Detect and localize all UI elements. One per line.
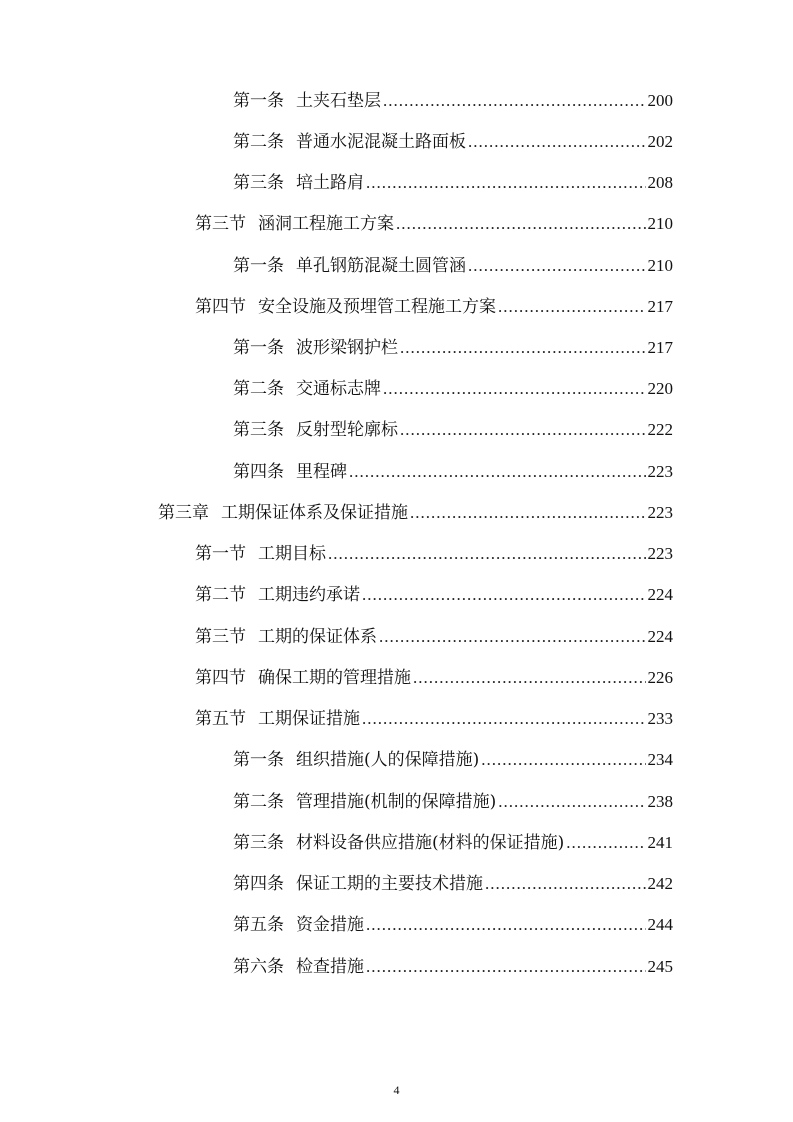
entry-title: 检查措施 [296, 957, 364, 977]
entry-title: 反射型轮廓标 [296, 420, 398, 440]
entry-page-number: 202 [647, 132, 673, 151]
dot-leader [485, 873, 646, 895]
dot-leader [468, 131, 646, 153]
entry-label: 第三条 [233, 420, 284, 440]
toc-entry[interactable] [233, 832, 673, 854]
dot-leader [468, 255, 646, 277]
dot-leader [383, 378, 646, 400]
entry-label: 第二条 [233, 379, 284, 399]
entry-page-number: 244 [647, 915, 673, 934]
toc-entry[interactable] [195, 213, 673, 235]
toc-entry[interactable] [233, 461, 673, 483]
entry-page-number: 223 [647, 503, 673, 522]
entry-label: 第一条 [233, 750, 284, 770]
entry-label: 第四条 [233, 874, 284, 894]
toc-entry[interactable] [195, 667, 673, 689]
toc-entry[interactable] [233, 90, 673, 112]
toc-entry[interactable] [233, 791, 673, 813]
entry-title: 交通标志牌 [296, 379, 381, 399]
entry-label: 第四条 [233, 462, 284, 482]
dot-leader [366, 914, 646, 936]
page-number: 4 [393, 1083, 400, 1097]
entry-label: 第二节 [195, 585, 246, 605]
entry-label: 第三条 [233, 833, 284, 853]
entry-page-number: 238 [647, 792, 673, 811]
entry-title: 单孔钢筋混凝土圆管涵 [296, 256, 466, 276]
toc-entry[interactable] [195, 543, 673, 565]
dot-leader [566, 832, 645, 854]
toc-entry[interactable] [195, 708, 673, 730]
dot-leader [366, 956, 646, 978]
entry-title: 里程碑 [296, 462, 347, 482]
dot-leader [400, 337, 646, 359]
entry-page-number: 217 [647, 338, 673, 357]
dot-leader [328, 543, 646, 565]
dot-leader [362, 584, 646, 606]
entry-title: 培土路肩 [296, 173, 364, 193]
entry-page-number: 210 [647, 256, 673, 275]
entry-label: 第一条 [233, 338, 284, 358]
entry-page-number: 217 [647, 297, 673, 316]
entry-page-number: 224 [647, 585, 673, 604]
entry-page-number: 224 [647, 627, 673, 646]
dot-leader [413, 667, 646, 689]
entry-label: 第四节 [195, 668, 246, 688]
toc-entry[interactable] [195, 296, 673, 318]
dot-leader [400, 419, 646, 441]
entry-title: 材料设备供应措施(材料的保证措施) [296, 833, 565, 853]
toc-entry[interactable] [233, 255, 673, 277]
toc-entry[interactable] [233, 337, 673, 359]
entry-title: 安全设施及预埋管工程施工方案 [258, 297, 496, 317]
toc-entry[interactable] [195, 584, 673, 606]
entry-label: 第三条 [233, 173, 284, 193]
entry-page-number: 223 [647, 462, 673, 481]
entry-page-number: 210 [647, 214, 673, 233]
entry-label: 第五条 [233, 915, 284, 935]
toc-entry[interactable] [233, 956, 673, 978]
entry-page-number: 208 [647, 173, 673, 192]
toc-entry[interactable] [233, 172, 673, 194]
dot-leader [366, 172, 646, 194]
entry-page-number: 242 [647, 874, 673, 893]
toc-entry[interactable] [195, 626, 673, 648]
entry-title: 土夹石垫层 [296, 91, 381, 111]
entry-title: 工期违约承诺 [258, 585, 360, 605]
dot-leader [349, 461, 646, 483]
entry-label: 第三节 [195, 627, 246, 647]
entry-label: 第五节 [195, 709, 246, 729]
entry-page-number: 223 [647, 544, 673, 563]
toc-entry[interactable] [233, 873, 673, 895]
entry-title: 普通水泥混凝土路面板 [296, 132, 466, 152]
entry-page-number: 220 [647, 379, 673, 398]
entry-label: 第二条 [233, 792, 284, 812]
toc-entry[interactable] [233, 419, 673, 441]
toc-entry[interactable] [233, 749, 673, 771]
entry-label: 第一条 [233, 91, 284, 111]
entry-title: 组织措施(人的保障措施) [296, 750, 480, 770]
entry-page-number: 222 [647, 420, 673, 439]
dot-leader [379, 626, 646, 648]
dot-leader [362, 708, 646, 730]
entry-title: 波形梁钢护栏 [296, 338, 398, 358]
entry-title: 工期保证体系及保证措施 [221, 503, 408, 523]
entry-page-number: 226 [647, 668, 673, 687]
dot-leader [410, 502, 646, 524]
toc-entry[interactable] [233, 131, 673, 153]
entry-title: 管理措施(机制的保障措施) [296, 792, 497, 812]
entry-page-number: 200 [647, 91, 673, 110]
entry-title: 资金措施 [296, 915, 364, 935]
entry-label: 第四节 [195, 297, 246, 317]
dot-leader [383, 90, 646, 112]
entry-title: 工期保证措施 [258, 709, 360, 729]
entry-title: 涵洞工程施工方案 [258, 214, 394, 234]
entry-title: 保证工期的主要技术措施 [296, 874, 483, 894]
dot-leader [481, 749, 645, 771]
dot-leader [396, 213, 646, 235]
entry-label: 第三节 [195, 214, 246, 234]
entry-page-number: 233 [647, 709, 673, 728]
entry-label: 第六条 [233, 957, 284, 977]
toc-entry[interactable] [158, 502, 673, 524]
entry-page-number: 234 [647, 750, 673, 769]
entry-label: 第二条 [233, 132, 284, 152]
entry-title: 工期的保证体系 [258, 627, 377, 647]
entry-label: 第一条 [233, 256, 284, 276]
dot-leader [498, 296, 646, 318]
entry-page-number: 241 [647, 833, 673, 852]
toc-entry[interactable] [233, 914, 673, 936]
entry-title: 确保工期的管理措施 [258, 668, 411, 688]
entry-page-number: 245 [647, 957, 673, 976]
toc-entry[interactable] [233, 378, 673, 400]
entry-label: 第一节 [195, 544, 246, 564]
entry-title: 工期目标 [258, 544, 326, 564]
dot-leader [498, 791, 645, 813]
entry-label: 第三章 [158, 503, 209, 523]
